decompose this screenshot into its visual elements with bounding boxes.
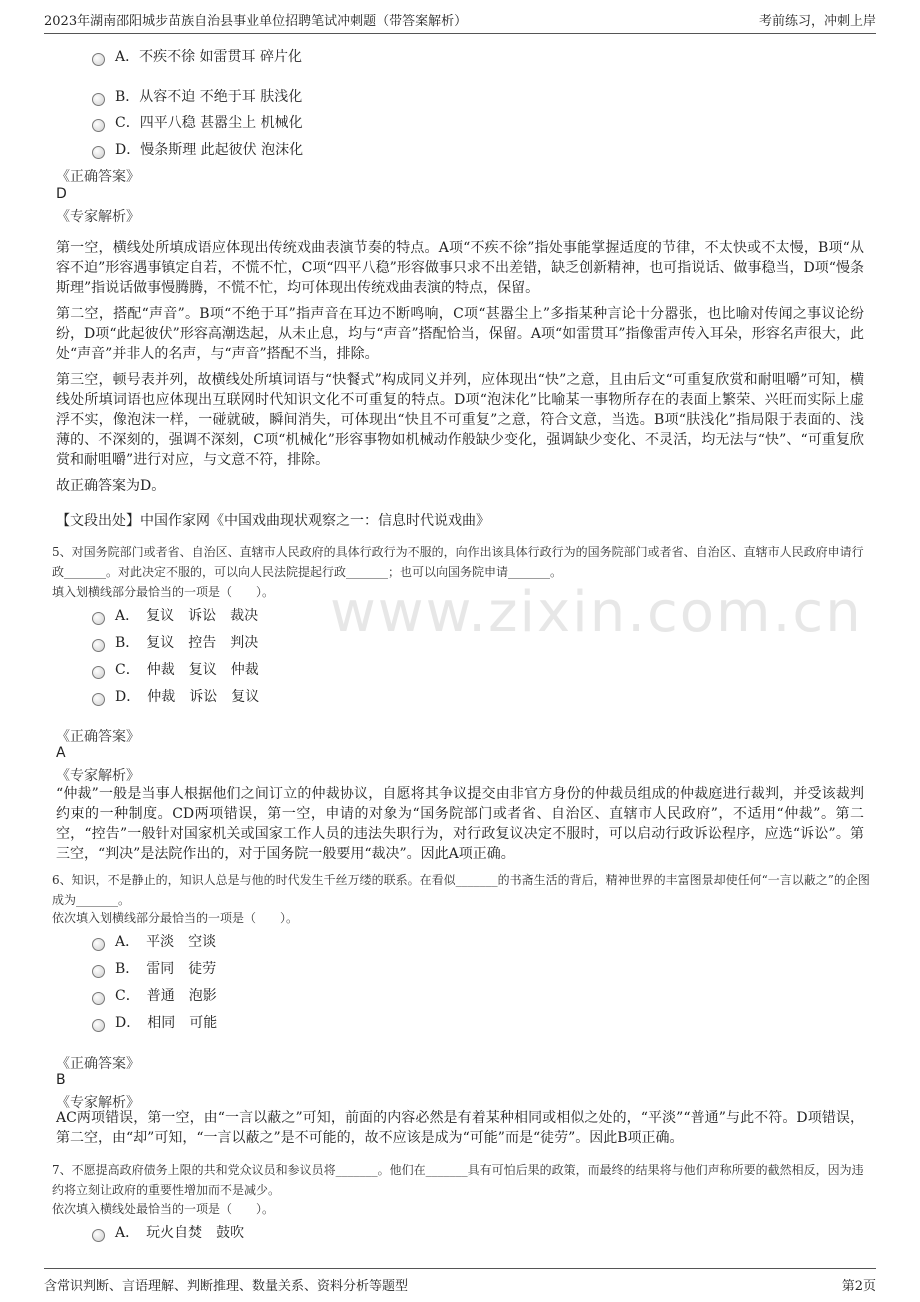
q6-analysis: AC两项错误，第一空，由“一言以蔽之”可知，前面的内容必然是有着某种相同或相似之处的，“平淡”“普通”与此不符。D项错误，第二空，由“却”可知，“一言以蔽之”是不可能的，故不应该是成为“可能”而是“徒劳”。因此B项正确。 <box>56 1110 864 1146</box>
q6-analysis-label: 《专家解析》 <box>56 1095 140 1111</box>
q4-answer: D <box>56 186 67 202</box>
q5-analysis-label: 《专家解析》 <box>56 768 140 784</box>
radio-icon[interactable] <box>92 992 105 1005</box>
radio-icon[interactable] <box>92 1229 105 1242</box>
q6-option-c[interactable]: C． 普通 泡影 <box>92 985 217 1005</box>
q4-answer-label: 《正确答案》 <box>56 169 140 185</box>
q7-prompt: 依次填入横线处最恰当的一项是（ ）。 <box>52 1202 275 1216</box>
radio-icon[interactable] <box>92 1019 105 1032</box>
q5-option-c[interactable]: C． 仲裁 复议 仲裁 <box>92 659 259 679</box>
q5-option-d[interactable]: D． 仲裁 诉讼 复议 <box>92 686 259 706</box>
q5-stem: 5、对国务院部门或者省、自治区、直辖市人民政府的具体行政行为不服的，向作出该具体行政行为的国务院部门或者省、自治区、直辖市人民政府申请行政_______。对此决定不服的，可以向人民法院提起行政_______；也可以向国务院申请_______。 <box>52 545 864 579</box>
q6-option-a[interactable]: A． 平淡 空谈 <box>92 931 216 951</box>
q4-conclusion: 故正确答案为D。 <box>56 478 166 494</box>
q4-option-b[interactable]: B．从容不迫 不绝于耳 肤浅化 <box>92 86 302 106</box>
q5-answer: A <box>56 745 66 761</box>
radio-icon[interactable] <box>92 93 105 106</box>
q5-option-a[interactable]: A． 复议 诉讼 裁决 <box>92 605 258 625</box>
radio-icon[interactable] <box>92 693 105 706</box>
q4-option-a[interactable]: A．不疾不徐 如雷贯耳 碎片化 <box>92 46 302 66</box>
header-slogan: 考前练习，冲刺上岸 <box>758 14 876 29</box>
q6-prompt: 依次填入划横线部分最恰当的一项是（ ）。 <box>52 911 299 925</box>
q4-source: 【文段出处】中国作家网《中国戏曲现状观察之一：信息时代说戏曲》 <box>56 513 490 529</box>
footer-note: 含常识判断、言语理解、判断推理、数量关系、资料分析等题型 <box>44 1278 409 1294</box>
q4-option-c[interactable]: C．四平八稳 甚嚣尘上 机械化 <box>92 112 303 132</box>
q4-option-d[interactable]: D．慢条斯理 此起彼伏 泡沫化 <box>92 139 303 159</box>
q7-option-a[interactable]: A． 玩火自焚 鼓吹 <box>92 1222 244 1242</box>
q6-option-d[interactable]: D． 相同 可能 <box>92 1012 217 1032</box>
q4-analysis-p2: 第二空，搭配“声音”。B项“不绝于耳”指声音在耳边不断鸣响，C项“甚嚣尘上”多指某种言论十分嚣张，也比喻对传闻之事议论纷纷，D项“此起彼伏”形容高潮迭起，从未止息，均与“声音”搭配恰当，保留。A项“如雷贯耳”指像雷声传入耳朵，形容名声很大，此处“声音”并非人的名声，与“声音”搭配不当，排除。 <box>56 306 864 362</box>
radio-icon[interactable] <box>92 938 105 951</box>
radio-icon[interactable] <box>92 612 105 625</box>
q6-stem: 6、知识，不是静止的，知识人总是与他的时代发生千丝万缕的联系。在看似_______的书斋生活的背后，精神世界的丰富图景却使任何“一言以蔽之”的企图成为_______。 <box>52 873 870 907</box>
radio-icon[interactable] <box>92 666 105 679</box>
watermark: www.zixin.com.cn <box>330 580 863 645</box>
q5-answer-label: 《正确答案》 <box>56 729 140 745</box>
q7-stem: 7、不愿提高政府债务上限的共和党众议员和参议员将_______。他们在_______具有可怕后果的政策，而最终的结果将与他们声称所要的截然相反，因为违约将立刻让政府的重要性增加而不是减少。 <box>52 1163 864 1197</box>
page-number: 第2页 <box>841 1278 876 1294</box>
q4-analysis-p1: 第一空，横线处所填成语应体现出传统戏曲表演节奏的特点。A项“不疾不徐”指处事能掌握适度的节律，不太快或不太慢，B项“从容不迫”形容遇事镇定自若，不慌不忙，C项“四平八稳”形容做事只求不出差错，缺乏创新精神，也可指说话、做事稳当，D项“慢条斯理”指说话做事慢腾腾，不慌不忙，均可体现出传统戏曲表演的特点，保留。 <box>56 240 864 296</box>
radio-icon[interactable] <box>92 53 105 66</box>
radio-icon[interactable] <box>92 146 105 159</box>
q6-answer-label: 《正确答案》 <box>56 1056 140 1072</box>
q4-analysis-label: 《专家解析》 <box>56 209 140 225</box>
page-footer <box>44 1268 876 1299</box>
radio-icon[interactable] <box>92 965 105 978</box>
radio-icon[interactable] <box>92 119 105 132</box>
document-title: 2023年湖南邵阳城步苗族自治县事业单位招聘笔试冲刺题（带答案解析） <box>44 14 468 29</box>
q4-analysis-p3: 第三空，顿号表并列，故横线处所填词语与“快餐式”构成同义并列，应体现出“快”之意，且由后文“可重复欣赏和耐咀嚼”可知，横线处所填词语也应体现出互联网时代知识文化不可重复的特点。D项“泡沫化”比喻某一事物所存在的表面上繁荣、兴旺而实际上虚浮不实，像泡沫一样，一碰就破，瞬间消失，可体现出“快且不可重复”之意，符合文意，当选。B项“肤浅化”指局限于表面的、浅薄的、不深刻的，强调不深刻，C项“机械化”形容事物如机械动作般缺少变化，强调缺少变化、不灵活，均无法与“快”、“可重复欣赏和耐咀嚼”进行对应，与文意不符，排除。 <box>56 372 864 468</box>
q5-option-b[interactable]: B． 复议 控告 判决 <box>92 632 258 652</box>
q5-analysis: “仲裁”一般是当事人根据他们之间订立的仲裁协议，自愿将其争议提交由非官方身份的仲裁员组成的仲裁庭进行裁判，并受该裁判约束的一种制度。CD两项错误，第一空，申请的对象为“国务院部门或者省、自治区、直辖市人民政府”，不适用“仲裁”。第二空，“控告”一般针对国家机关或国家工作人员的违法失职行为，对行政复议决定不服时，可以启动行政诉讼程序，应选“诉讼”。第三空，“判决”是法院作出的，对于国务院一般要用“裁决”。因此A项正确。 <box>56 786 864 862</box>
page-header <box>44 8 876 34</box>
q6-option-b[interactable]: B． 雷同 徒劳 <box>92 958 216 978</box>
q5-prompt: 填入划横线部分最恰当的一项是（ ）。 <box>52 585 275 599</box>
radio-icon[interactable] <box>92 639 105 652</box>
q6-answer: B <box>56 1072 66 1088</box>
